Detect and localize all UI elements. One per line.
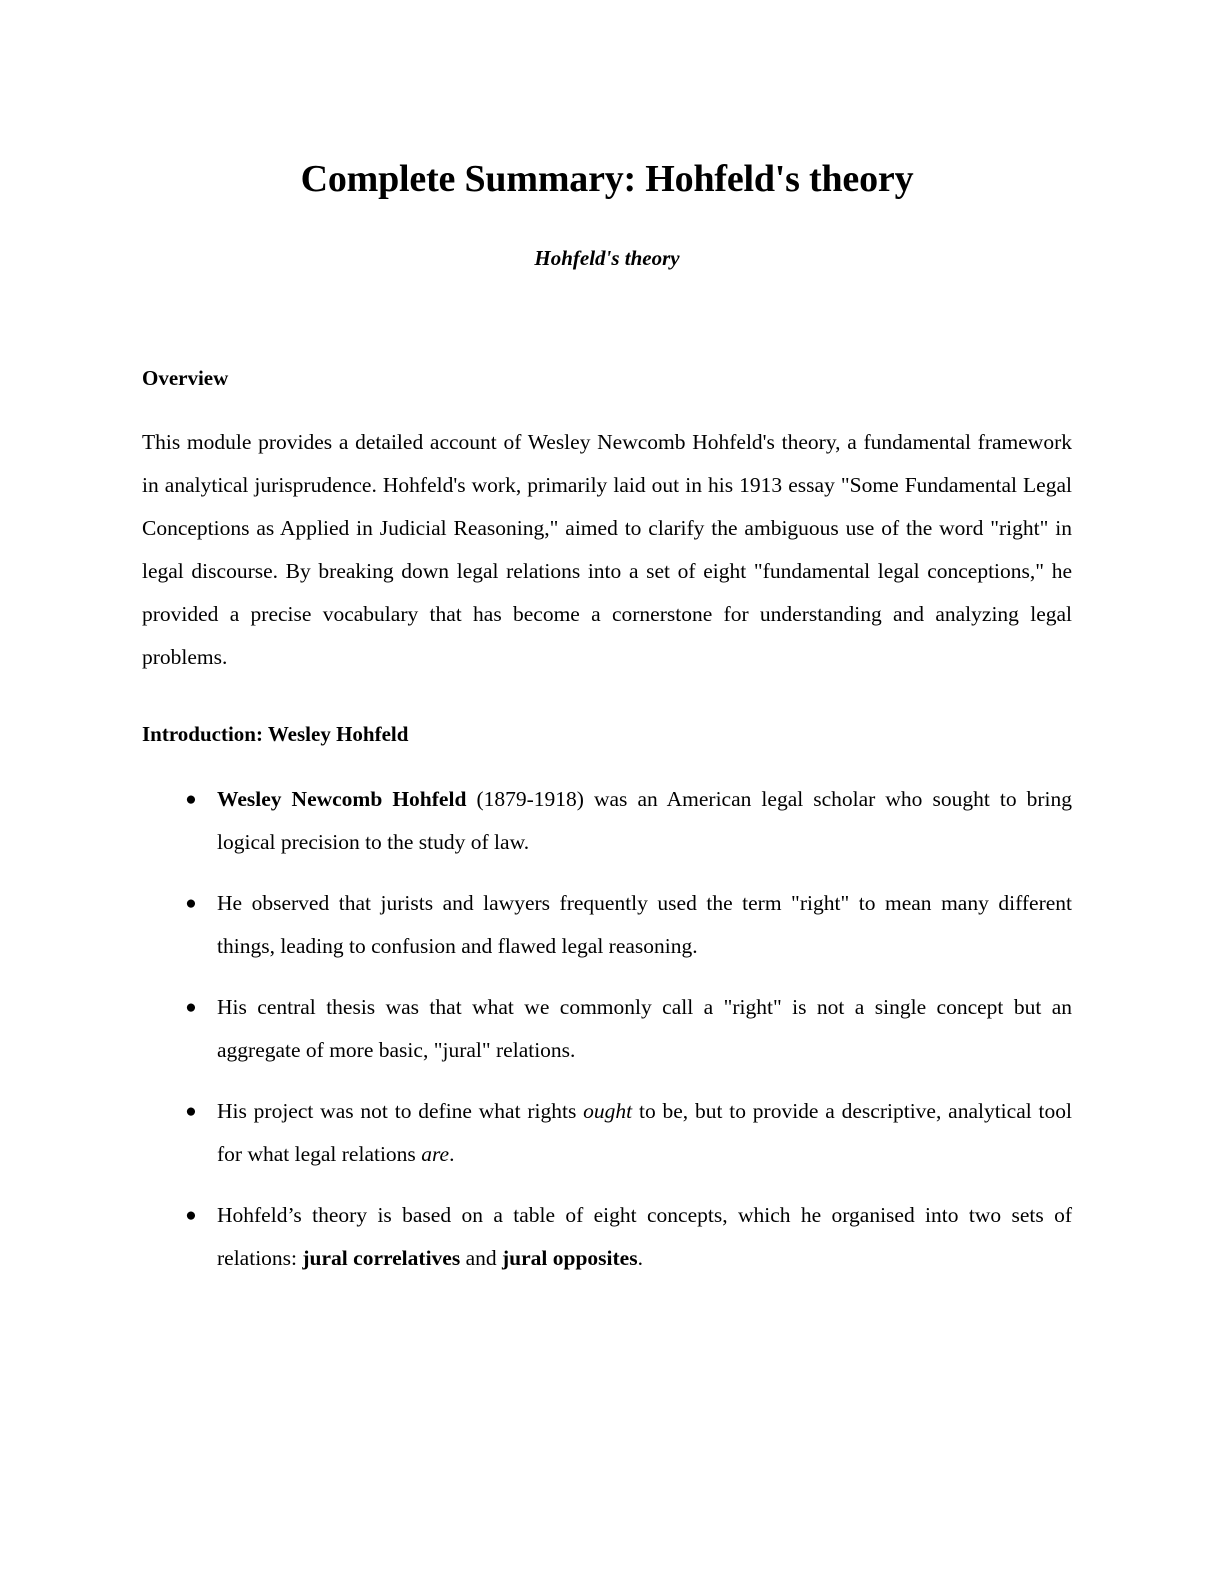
bullet-point-icon: ● bbox=[185, 788, 197, 810]
list-item-part2: and bbox=[460, 1245, 502, 1270]
overview-paragraph: This module provides a detailed account of Wesley Newcomb Hohfeld's theory, a fundamental framework in analytical jurisprudence. Hohfeld's work, primarily laid out in his 1913 essay "Some Fundamental Legal Conceptions as Applied in Judicial Reasoning," aimed to clarify the ambiguous use of the word "right" in legal discourse. By breaking down legal relations into a set of eight "fundamental legal conceptions," he provided a precise vocabulary that has become a cornerstone for understanding and analyzing legal problems. bbox=[142, 430, 1072, 670]
list-item-text bbox=[217, 1203, 1072, 1270]
page-subtitle: Hohfeld's theory bbox=[534, 245, 680, 270]
section-heading-introduction: Introduction: Wesley Hohfeld bbox=[142, 722, 409, 747]
list-item-italic-ought: ought bbox=[583, 1098, 633, 1123]
bullet-point-icon: ● bbox=[185, 1100, 197, 1122]
list-item-bold-jural-correlatives: jural correlatives bbox=[302, 1245, 461, 1270]
list-item-text: He observed that jurists and lawyers frequently used the term "right" to mean many different things, leading to confusion and flawed legal reasoning. bbox=[217, 890, 1072, 958]
section-heading-overview: Overview bbox=[142, 366, 229, 391]
list-item-text bbox=[217, 1099, 1072, 1166]
introduction-bullet-list bbox=[142, 748, 1072, 1280]
list-item-part1: His project was not to define what rights bbox=[217, 1098, 584, 1123]
bullet-point-icon: ● bbox=[185, 892, 197, 914]
list-item-part3: . bbox=[449, 1141, 455, 1166]
list-item-rest: (1879-1918) was an American legal scholar who sought to bring logical precision to the study of law. bbox=[217, 786, 1072, 854]
bullet-point-icon: ● bbox=[185, 1204, 197, 1226]
bullet-point-icon: ● bbox=[185, 996, 197, 1018]
list-item bbox=[142, 1090, 1072, 1194]
page-title: Complete Summary: Hohfeld's theory bbox=[300, 158, 914, 200]
list-item bbox=[142, 882, 1072, 986]
list-item bbox=[142, 1194, 1072, 1280]
list-item-part2: to be, but to provide a descriptive, analytical tool for what legal relations bbox=[217, 1098, 1072, 1166]
list-item bbox=[142, 986, 1072, 1090]
list-item bbox=[142, 778, 1072, 882]
document-content-column bbox=[142, 0, 1072, 1280]
list-item-part3: . bbox=[637, 1245, 643, 1270]
list-item-italic-are: are bbox=[421, 1141, 450, 1166]
list-item-text: His central thesis was that what we commonly call a "right" is not a single concept but an aggregate of more basic, "jural" relations. bbox=[217, 994, 1072, 1062]
list-item-bold-jural-opposites: jural opposites bbox=[502, 1245, 638, 1270]
list-item-bold-lead: Wesley Newcomb Hohfeld bbox=[217, 786, 467, 811]
list-item-text bbox=[217, 787, 1072, 854]
list-item-part1: Hohfeld’s theory is based on a table of eight concepts, which he organised into two sets of relations: bbox=[217, 1202, 1072, 1270]
